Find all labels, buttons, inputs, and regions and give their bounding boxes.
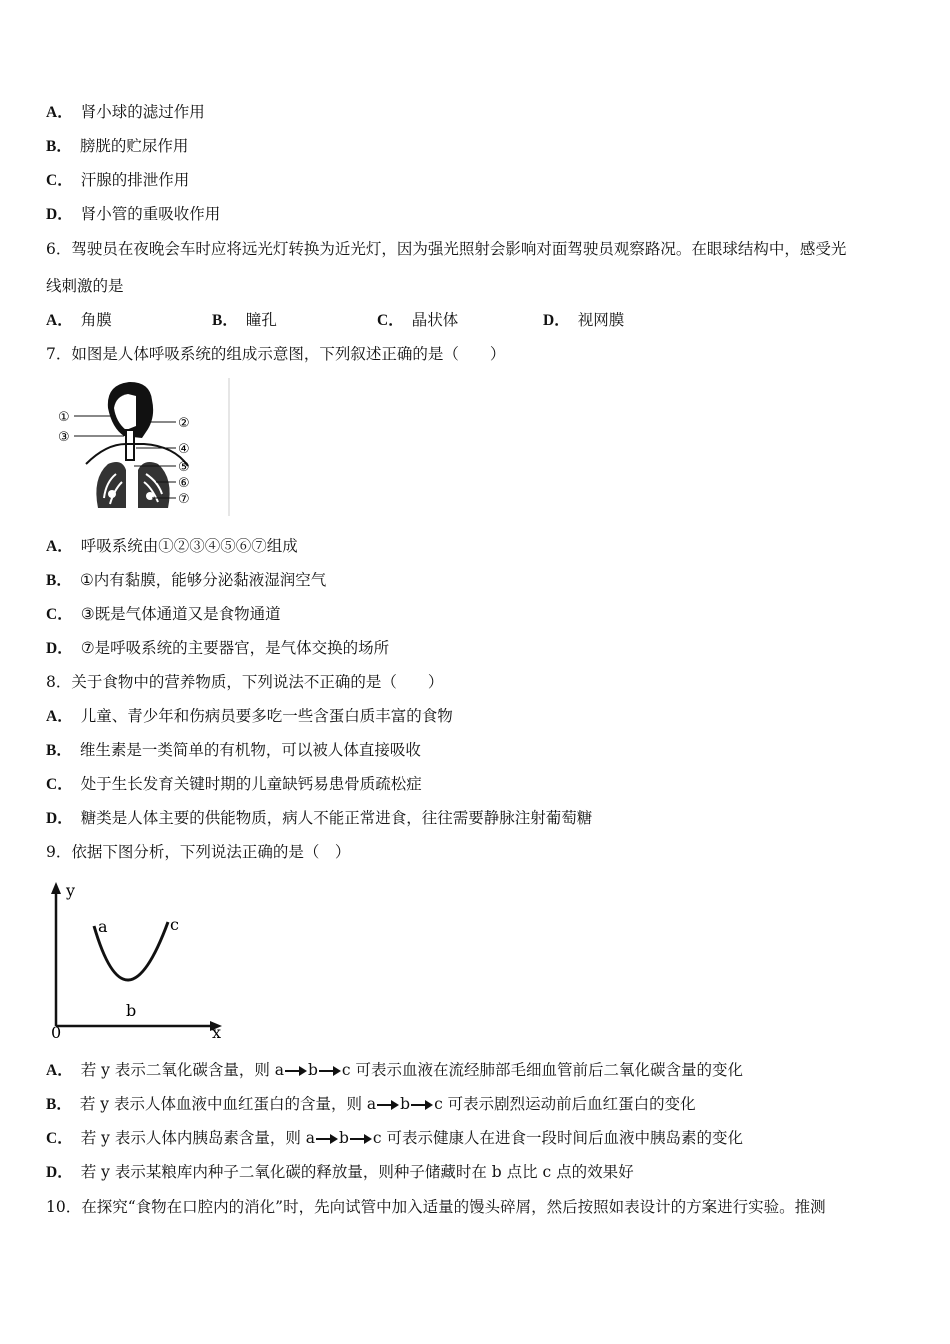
label-2: ②: [178, 416, 190, 431]
q7-option-d: D． ⑦是呼吸系统的主要器官，是气体交换的场所: [46, 639, 390, 657]
q6-option-c: C． 晶状体: [377, 311, 459, 329]
x-axis-label: x: [212, 1023, 222, 1042]
y-axis-label: y: [66, 881, 76, 900]
q7-option-c: C． ③既是气体通道又是食物通道: [46, 605, 281, 623]
respiratory-system-figure: [46, 378, 230, 516]
q5-option-d: D． 肾小管的重吸收作用: [46, 205, 221, 223]
q7-option-a: A． 呼吸系统由①②③④⑤⑥⑦组成: [46, 537, 298, 555]
q9-option-a: A． 若 y 表示二氧化碳含量，则 a b c 可表示血液在流经肺部毛细血管前后二氧化碳含量的变化: [46, 1061, 744, 1079]
q7-stem: 7．如图是人体呼吸系统的组成示意图，下列叙述正确的是（ ）: [46, 345, 506, 363]
label-1: ①: [58, 410, 70, 425]
q5-option-c: C． 汗腺的排泄作用: [46, 171, 190, 189]
q6-option-d: D． 视网膜: [543, 311, 625, 329]
curve-graph: [46, 876, 230, 1044]
q9-graph: [46, 876, 230, 1044]
arrow-icon: [319, 1066, 341, 1076]
label-3: ③: [58, 430, 70, 445]
point-b-label: b: [126, 1001, 137, 1020]
arrow-icon: [377, 1100, 399, 1110]
q8-option-d: D． 糖类是人体主要的供能物质，病人不能正常进食，往往需要静脉注射葡萄糖: [46, 809, 593, 827]
point-a-label: a: [98, 917, 108, 936]
label-7: ⑦: [178, 492, 190, 507]
respiratory-system-diagram: [46, 378, 230, 516]
q6-stem-line1: 6．驾驶员在夜晚会车时应将远光灯转换为近光灯，因为强光照射会影响对面驾驶员观察路况。在眼球结构中，感受光: [46, 240, 847, 258]
arrow-icon: [411, 1100, 433, 1110]
q6-option-a: A． 角膜: [46, 311, 112, 329]
q9-option-b: B． 若 y 表示人体血液中血红蛋白的含量，则 a b c 可表示剧烈运动前后血红蛋白的变化: [46, 1095, 696, 1113]
q9-option-c: C． 若 y 表示人体内胰岛素含量，则 a b c 可表示健康人在进食一段时间后血液中胰岛素的变化: [46, 1129, 744, 1147]
point-c-label: c: [170, 915, 179, 934]
q8-option-a: A． 儿童、青少年和伤病员要多吃一些含蛋白质丰富的食物: [46, 707, 453, 725]
q9-option-d: D． 若 y 表示某粮库内种子二氧化碳的释放量，则种子储藏时在 b 点比 c 点的效果好: [46, 1163, 634, 1181]
q8-stem: 8．关于食物中的营养物质，下列说法不正确的是（ ）: [46, 673, 444, 691]
label-5: ⑤: [178, 460, 190, 475]
q8-option-c: C． 处于生长发育关键时期的儿童缺钙易患骨质疏松症: [46, 775, 422, 793]
q7-option-b: B． ①内有黏膜，能够分泌黏液湿润空气: [46, 571, 327, 589]
origin-label: 0: [51, 1023, 62, 1042]
label-6: ⑥: [178, 476, 190, 491]
q6-stem-line2: 线刺激的是: [46, 277, 124, 295]
q10-stem: 10．在探究“食物在口腔内的消化”时，先向试管中加入适量的馒头碎屑，然后按照如表设计的方案进行实验。推测: [46, 1198, 826, 1216]
arrow-icon: [316, 1134, 338, 1144]
arrow-icon: [285, 1066, 307, 1076]
q8-option-b: B． 维生素是一类简单的有机物，可以被人体直接吸收: [46, 741, 421, 759]
q5-option-b: B． 膀胱的贮尿作用: [46, 137, 189, 155]
q9-stem: 9．依据下图分析，下列说法正确的是（ ）: [46, 843, 351, 861]
q6-option-b: B． 瞳孔: [212, 311, 277, 329]
label-4: ④: [178, 442, 190, 457]
arrow-icon: [350, 1134, 372, 1144]
q5-option-a: A． 肾小球的滤过作用: [46, 103, 205, 121]
